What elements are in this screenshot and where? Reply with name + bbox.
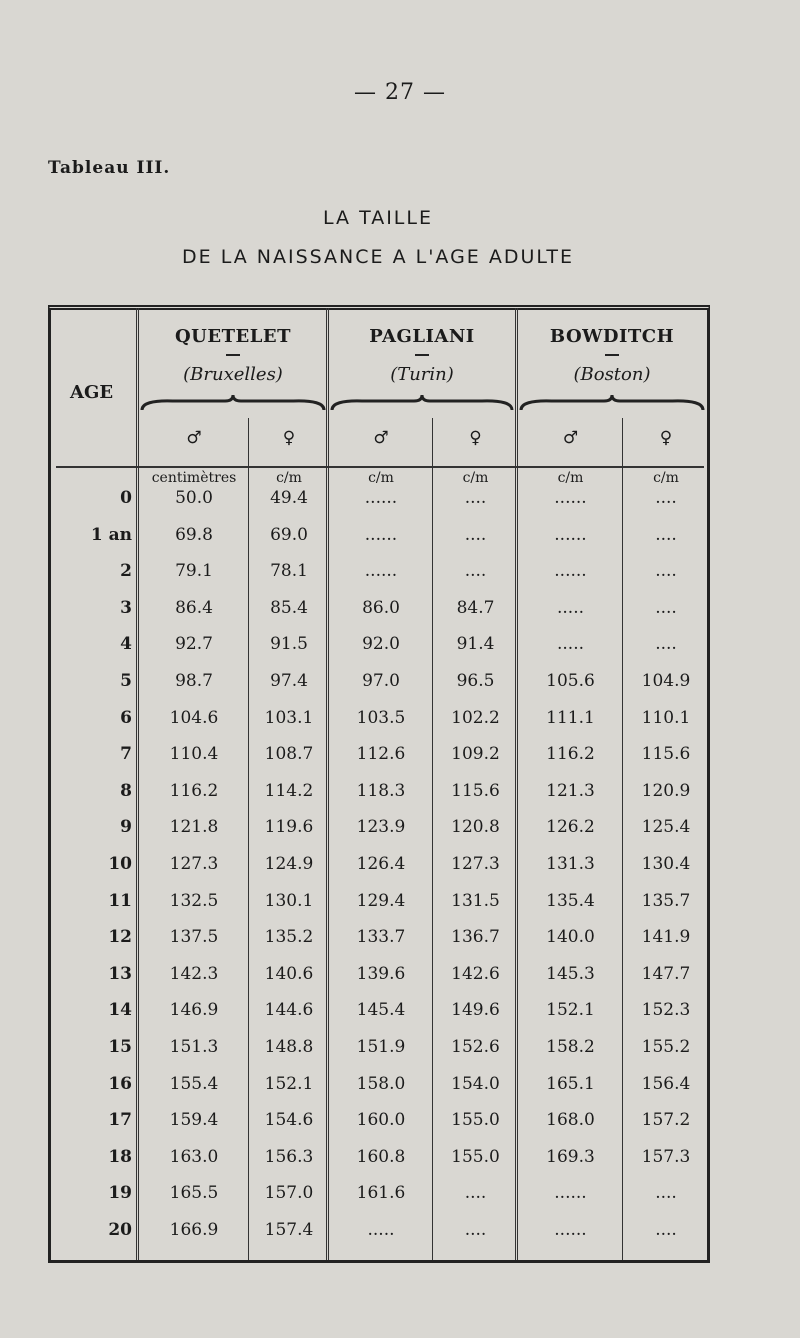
- table-cell: 157.0: [264, 1183, 314, 1204]
- age-cell: 15: [108, 1037, 132, 1057]
- table-cell: 163.0: [169, 1146, 219, 1167]
- table-cell: 144.6: [264, 1000, 314, 1021]
- table-cell: 168.0: [546, 1110, 595, 1131]
- table-cell: 96.5: [456, 671, 495, 691]
- age-cell: 6: [120, 707, 132, 728]
- table-cell: 115.6: [451, 780, 500, 801]
- header-rule: [56, 466, 704, 468]
- table-cell: 155.0: [451, 1110, 500, 1131]
- table-cell: ....: [464, 1220, 487, 1240]
- age-column-header: AGE: [70, 382, 114, 403]
- group-name-pagliani: PAGLIANI: [369, 326, 475, 347]
- table-cell: 152.3: [641, 1000, 691, 1021]
- table-cell: 130.4: [641, 854, 691, 874]
- table-cell: 160.0: [356, 1110, 406, 1131]
- age-cell: 14: [108, 1000, 132, 1021]
- table-cell: 152.6: [451, 1037, 500, 1057]
- age-cell: 16: [108, 1073, 132, 1094]
- group-city: (Boston): [573, 364, 651, 385]
- table-cell: ....: [655, 488, 677, 508]
- table-cell: 97.0: [362, 671, 400, 691]
- group-name-quetelet: QUETELET: [175, 326, 291, 347]
- table-cell: 147.7: [641, 963, 691, 984]
- table-cell: 86.4: [175, 597, 213, 618]
- table-cell: 140.0: [546, 927, 595, 948]
- table-title: LA TAILLE: [323, 207, 433, 229]
- table-cell: 131.3: [546, 854, 595, 874]
- table-cell: 157.2: [641, 1110, 691, 1131]
- table-cell: 142.6: [451, 963, 500, 984]
- unit-label: c/m: [462, 470, 489, 486]
- table-cell: .....: [556, 634, 585, 655]
- table-cell: 157.4: [264, 1220, 314, 1240]
- age-cell: 9: [120, 817, 132, 838]
- age-cell: 11: [108, 890, 132, 911]
- age-cell: 0: [120, 488, 132, 508]
- table-cell: 97.4: [270, 671, 308, 691]
- table-cell: 69.0: [270, 524, 308, 545]
- table-cell: 149.6: [451, 1000, 500, 1021]
- table-cell: 91.4: [456, 634, 495, 655]
- table-cell: 148.8: [264, 1037, 314, 1057]
- table-cell: 139.6: [356, 963, 406, 984]
- male-symbol-icon: ♂: [562, 428, 579, 448]
- female-symbol-icon: ♀: [659, 428, 673, 448]
- table-cell: ....: [655, 634, 677, 655]
- age-cell: 4: [120, 634, 132, 655]
- table-cell: 116.2: [546, 744, 595, 765]
- age-cell: 19: [108, 1183, 132, 1204]
- table-cell: 145.4: [356, 1000, 406, 1021]
- table-cell: 104.6: [169, 707, 219, 728]
- table-cell: 111.1: [546, 707, 595, 728]
- table-cell: 49.4: [270, 488, 308, 508]
- table-cell: 78.1: [270, 561, 308, 582]
- table-cell: 84.7: [456, 597, 495, 618]
- table-cell: ....: [464, 1183, 487, 1204]
- group-city: (Bruxelles): [183, 364, 283, 385]
- table-cell: 69.8: [175, 524, 213, 545]
- table-cell: ......: [364, 561, 398, 582]
- header-dash: [415, 354, 429, 356]
- table-cell: 92.0: [362, 634, 400, 655]
- table-cell: 160.8: [356, 1146, 406, 1167]
- table-label: Tableau III.: [48, 158, 171, 178]
- table-cell: 141.9: [641, 927, 691, 948]
- age-cell: 7: [120, 744, 132, 765]
- table-cell: 155.2: [641, 1037, 691, 1057]
- female-symbol-icon: ♀: [282, 428, 296, 448]
- unit-label: c/m: [276, 470, 302, 486]
- table-cell: 165.5: [169, 1183, 219, 1204]
- table-cell: 136.7: [451, 927, 500, 948]
- column-divider: [515, 308, 518, 1260]
- table-cell: 140.6: [264, 963, 314, 984]
- table-cell: 151.3: [169, 1037, 219, 1057]
- table-cell: 135.7: [641, 890, 691, 911]
- column-divider: [136, 308, 139, 1260]
- table-cell: 109.2: [451, 744, 500, 765]
- table-cell: 166.9: [169, 1220, 219, 1240]
- age-cell: 17: [108, 1110, 132, 1131]
- table-cell: 116.2: [169, 780, 219, 801]
- table-cell: 145.3: [546, 963, 595, 984]
- table-cell: 118.3: [356, 780, 406, 801]
- table-cell: ......: [554, 524, 587, 545]
- table-cell: 120.8: [451, 817, 500, 838]
- table-cell: 91.5: [270, 634, 308, 655]
- table-cell: 154.6: [264, 1110, 314, 1131]
- table-cell: 102.2: [451, 707, 500, 728]
- sex-divider: [622, 418, 623, 1260]
- table-cell: ....: [464, 488, 487, 508]
- table-cell: 120.9: [641, 780, 691, 801]
- table-cell: 152.1: [546, 1000, 595, 1021]
- age-cell: 8: [120, 780, 132, 801]
- table-cell: 110.1: [641, 707, 691, 728]
- table-cell: 105.6: [546, 671, 595, 691]
- table-cell: 158.2: [546, 1037, 595, 1057]
- brace-icon: [330, 394, 514, 416]
- table-cell: 50.0: [175, 488, 213, 508]
- unit-label: centimètres: [151, 470, 237, 486]
- table-cell: 146.9: [169, 1000, 219, 1021]
- brace-icon: [140, 394, 326, 416]
- table-cell: ......: [554, 1220, 587, 1240]
- table-cell: ....: [655, 524, 677, 545]
- age-cell: 12: [108, 927, 132, 948]
- age-cell: 10: [108, 854, 132, 874]
- table-cell: 126.4: [356, 854, 406, 874]
- table-cell: 85.4: [270, 597, 308, 618]
- table-cell: 108.7: [264, 744, 314, 765]
- table-cell: 121.8: [169, 817, 219, 838]
- table-cell: 155.4: [169, 1073, 219, 1094]
- male-symbol-icon: ♂: [373, 428, 389, 448]
- table-cell: ....: [655, 561, 677, 582]
- table-cell: 133.7: [356, 927, 406, 948]
- table-cell: 121.3: [546, 780, 595, 801]
- group-city: (Turin): [390, 364, 454, 385]
- table-cell: 127.3: [169, 854, 219, 874]
- table-cell: 154.0: [451, 1073, 500, 1094]
- table-cell: 129.4: [356, 890, 406, 911]
- age-cell: 1 an: [90, 524, 132, 545]
- age-cell: 18: [108, 1146, 132, 1167]
- table-cell: 152.1: [264, 1073, 314, 1094]
- table-cell: 135.4: [546, 890, 595, 911]
- age-cell: 3: [120, 597, 132, 618]
- age-cell: 2: [120, 561, 132, 582]
- table-cell: ......: [554, 488, 587, 508]
- header-dash: [605, 354, 619, 356]
- table-cell: 155.0: [451, 1146, 500, 1167]
- table-cell: ......: [554, 1183, 587, 1204]
- unit-label: c/m: [557, 470, 584, 486]
- unit-label: c/m: [368, 470, 394, 486]
- table-cell: ......: [554, 561, 587, 582]
- female-symbol-icon: ♀: [469, 428, 482, 448]
- table-cell: 110.4: [169, 744, 219, 765]
- table-cell: 79.1: [175, 561, 213, 582]
- table-cell: 92.7: [175, 634, 213, 655]
- table-cell: 114.2: [264, 780, 314, 801]
- table-cell: ....: [655, 597, 677, 618]
- table-cell: ......: [364, 488, 398, 508]
- page-number: — 27 —: [354, 80, 446, 105]
- table-cell: ......: [364, 524, 398, 545]
- table-cell: 169.3: [546, 1146, 595, 1167]
- table-subtitle: DE LA NAISSANCE A L'AGE ADULTE: [182, 246, 574, 268]
- age-cell: 13: [108, 963, 132, 984]
- table-cell: 132.5: [169, 890, 219, 911]
- sex-divider: [248, 418, 249, 1260]
- table-cell: 142.3: [169, 963, 219, 984]
- table-cell: 158.0: [356, 1073, 406, 1094]
- table-cell: 86.0: [362, 597, 400, 618]
- male-symbol-icon: ♂: [186, 428, 202, 448]
- table-cell: .....: [367, 1220, 395, 1240]
- table-cell: ....: [655, 1220, 677, 1240]
- age-cell: 20: [108, 1220, 132, 1240]
- table-cell: 123.9: [356, 817, 406, 838]
- table-cell: 104.9: [641, 671, 691, 691]
- table-cell: 156.3: [264, 1146, 314, 1167]
- table-cell: 131.5: [451, 890, 500, 911]
- table-cell: 126.2: [546, 817, 595, 838]
- table-cell: ....: [464, 524, 487, 545]
- table-cell: 112.6: [356, 744, 406, 765]
- table-cell: 157.3: [641, 1146, 691, 1167]
- table-cell: 127.3: [451, 854, 500, 874]
- table-cell: 156.4: [641, 1073, 691, 1094]
- table-cell: 159.4: [169, 1110, 219, 1131]
- table-cell: ....: [464, 561, 487, 582]
- table-cell: 137.5: [169, 927, 219, 948]
- brace-icon: [519, 394, 705, 416]
- table-cell: 135.2: [264, 927, 314, 948]
- column-divider: [326, 308, 329, 1260]
- table-cell: ....: [655, 1183, 677, 1204]
- table-cell: 103.5: [356, 707, 406, 728]
- table-cell: 125.4: [641, 817, 691, 838]
- table-cell: 130.1: [264, 890, 314, 911]
- table-cell: 151.9: [356, 1037, 406, 1057]
- table-cell: 165.1: [546, 1073, 595, 1094]
- unit-label: c/m: [653, 470, 679, 486]
- table-cell: 98.7: [175, 671, 213, 691]
- table-cell: 124.9: [264, 854, 314, 874]
- table-cell: 115.6: [641, 744, 691, 765]
- table-cell: 103.1: [264, 707, 314, 728]
- table-cell: 161.6: [356, 1183, 406, 1204]
- sex-divider: [432, 418, 433, 1260]
- group-name-bowditch: BOWDITCH: [549, 326, 675, 347]
- table-cell: .....: [556, 597, 585, 618]
- table-cell: 119.6: [264, 817, 314, 838]
- header-dash: [226, 354, 240, 356]
- age-cell: 5: [120, 671, 132, 691]
